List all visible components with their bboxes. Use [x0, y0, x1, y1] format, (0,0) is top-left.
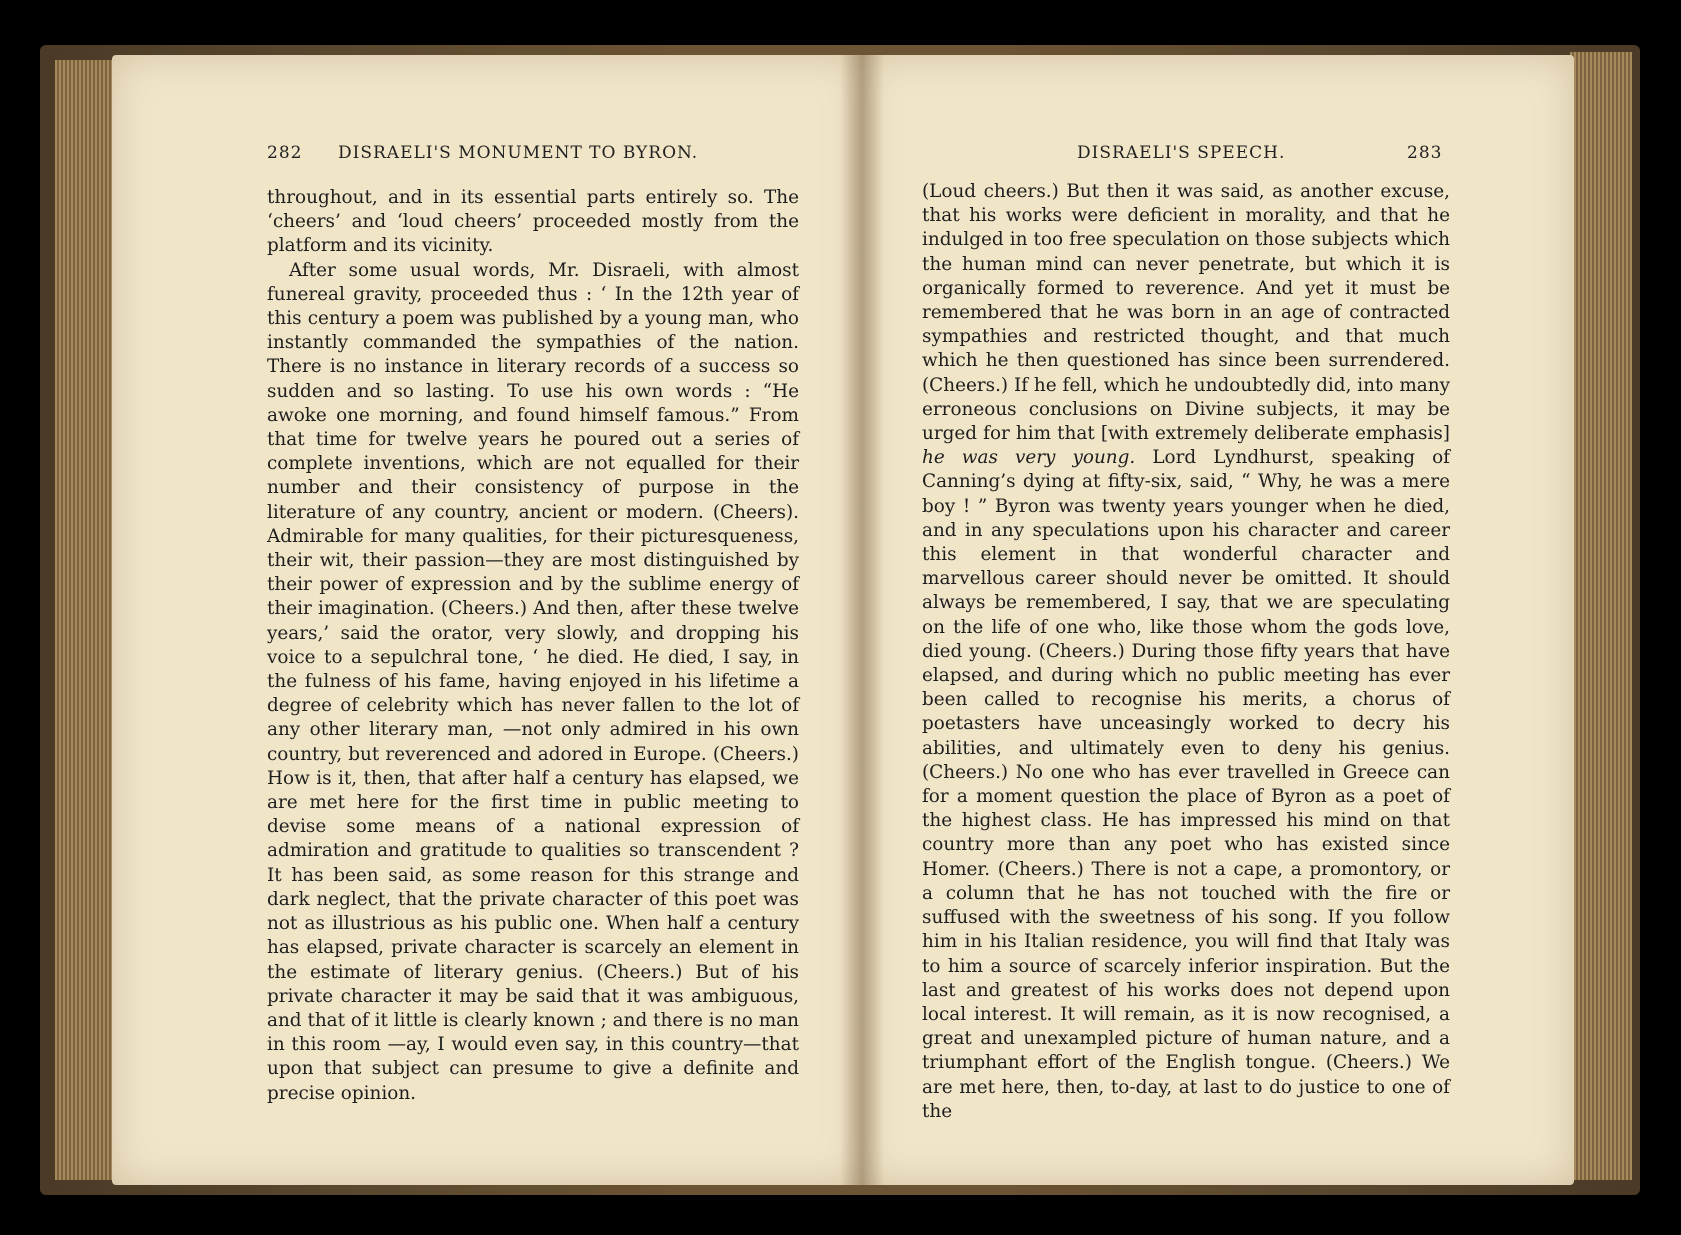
left-page	[112, 55, 862, 1185]
right-page	[862, 55, 1574, 1185]
left-paragraph-1: throughout, and in its essential parts entirely so. The ‘cheers’ and ‘loud cheers’ proceeded mostly from the platform and its vicinity.	[267, 187, 799, 257]
left-page-number: 282	[267, 143, 303, 163]
left-paragraph-2: After some usual words, Mr. Disraeli, with almost funereal gravity, proceeded thus : ‘ In the 12th year of this century a poem was published by a young man, who instantly commanded the sympathies of the nation. There is no instance in literary records of a success so sudden and so lasting. To use his own words : “He awoke one morning, and found himself famous.” From that time for twelve years he poured out a series of complete inventions, which are not equalled for their number and their consistency of purpose in the literature of any country, ancient or modern. (Cheers). Admirable for many qualities, for their picturesqueness, their wit, their passion—they are most distinguished by their power of expression and by the sublime energy of their imagination. (Cheers.) And then, after these twelve years,’ said the orator, very slowly, and dropping his voice to a sepulchral tone, ‘ he died. He died, I say, in the fulness of his fame, having enjoyed in his lifetime a degree of celebrity which has never fallen to the lot of any other literary man, —not only admired in his own country, but reverenced and adored in Europe. (Cheers.) How is it, then, that after half a century has elapsed, we are met here for the first time in public meeting to devise some means of a national expression of admiration and gratitude to qualities so transcendent ? It has been said, as some reason for this strange and dark neglect, that the private character of this poet was not as illustrious as his public one. When half a century has elapsed, private character is scarcely an element in the estimate of literary genius. (Cheers.) But of his private character it may be said that it was ambiguous, and that of it little is clearly known ; and there is no man in this room —ay, I would even say, in this country—that upon that subject can presume to give a definite and precise opinion.	[267, 259, 799, 1104]
right-running-head: DISRAELI'S SPEECH.	[1077, 143, 1286, 163]
left-page-body	[267, 186, 799, 1106]
book-gutter	[840, 55, 884, 1185]
left-running-head: DISRAELI'S MONUMENT TO BYRON.	[338, 143, 699, 163]
right-text-before-italic: (Loud cheers.) But then it was said, as another excuse, that his works were deficient in morality, and that he indulged in too free speculation on those subjects which the human mind can never penetrate, but which it is organically formed to reverence. And yet it must be remembered that he was born in an age of contracted sympathies and restricted thought, and that much which he then questioned has since been surrendered. (Cheers.) If he fell, which he undoubtedly did, into many erroneous conclusions on Divine subjects, it may be urged for him that [with extremely deliberate emphasis]	[922, 181, 1450, 445]
italic-emphasis: he was very young.	[922, 447, 1136, 469]
right-page-body	[922, 180, 1450, 1124]
right-text-after-italic: Lord Lyndhurst, speaking of Canning’s dying at fifty-six, said, “ Why, he was a mere boy ! ” Byron was twenty years younger when he died, and in any speculations upon his character and career this element in that wonderful character and marvellous career should never be omitted. It should always be remembered, I say, that we are speculating on the life of one who, like those whom the gods love, died young. (Cheers.) During those fifty years that have elapsed, and during which no public meeting has ever been called to recognise his merits, a chorus of poetasters have unceasingly worked to decry his abilities, and ultimately even to deny his genius. (Cheers.) No one who has ever travelled in Greece can for a moment question the place of Byron as a poet of the highest class. He has impressed his mind on that country more than any poet who has existed since Homer. (Cheers.) There is not a cape, a promontory, or a column that he has not touched with the fire or suffused with the sweetness of his song. If you follow him in his Italian residence, you will find that Italy was to him a source of scarcely inferior inspiration. But the last and greatest of his works does not depend upon local interest. It will remain, as it is now recognised, a great and unexampled picture of human nature, and a triumphant effort of the English tongue. (Cheers.) We are met here, then, to-day, at last to do justice to one of the	[922, 447, 1450, 1122]
right-paragraph	[922, 180, 1450, 1124]
right-page-number: 283	[1407, 143, 1443, 163]
right-page-edges	[1570, 52, 1632, 1180]
